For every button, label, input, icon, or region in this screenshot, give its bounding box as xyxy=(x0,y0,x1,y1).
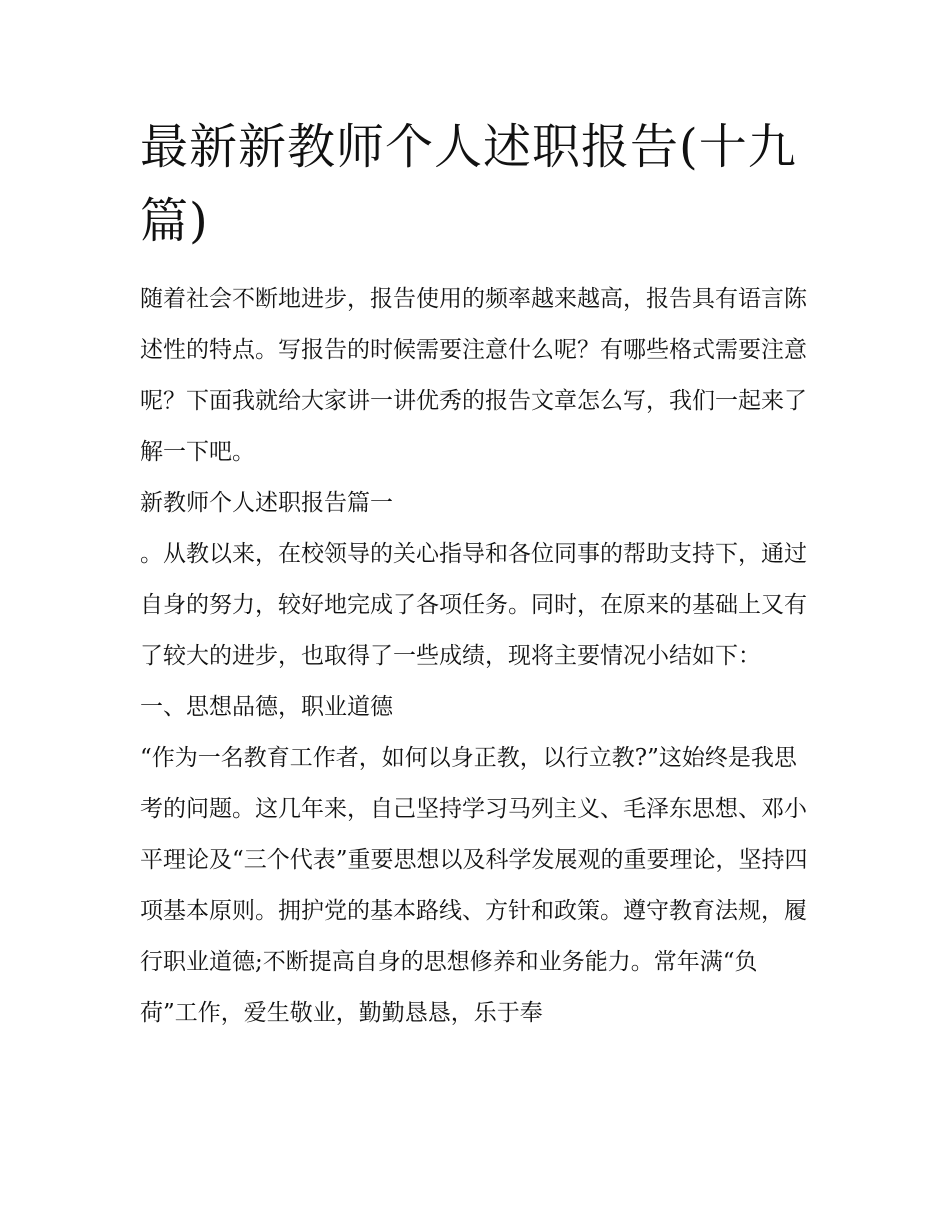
document-page xyxy=(140,110,812,1039)
section-title: 新教师个人述职报告篇一 xyxy=(140,490,393,516)
document-title: 最新新教师个人述职报告(十九篇) xyxy=(140,119,797,249)
body-paragraph-2: “作为一名教育工作者，如何以身正教，以行立教?”这始终是我思考的问题。这几年来，自己坚持学习马列主义、毛泽东思想、邓小平理论及“三个代表”重要思想以及科学发展观的重要理论，坚持四项基本原则。拥护党的基本路线、方针和政策。遵守教育法规，履行职业道德;不断提高自身的思想修养和业务能力。常年满“负荷”工作，爱生敬业，勤勤恳恳，乐于奉 xyxy=(140,745,808,1026)
intro-paragraph: 随着社会不断地进步，报告使用的频率越来越高，报告具有语言陈述性的特点。写报告的时候需要注意什么呢？有哪些格式需要注意呢？下面我就给大家讲一讲优秀的报告文章怎么写，我们一起来了解一下吧。 xyxy=(140,286,807,465)
body-paragraph-1: 。从教以来，在校领导的关心指导和各位同事的帮助支持下，通过自身的努力，较好地完成了各项任务。同时，在原来的基础上又有了较大的进步，也取得了一些成绩，现将主要情况小结如下： xyxy=(140,541,807,669)
subheading-1: 一、思想品德，职业道德 xyxy=(140,694,393,720)
